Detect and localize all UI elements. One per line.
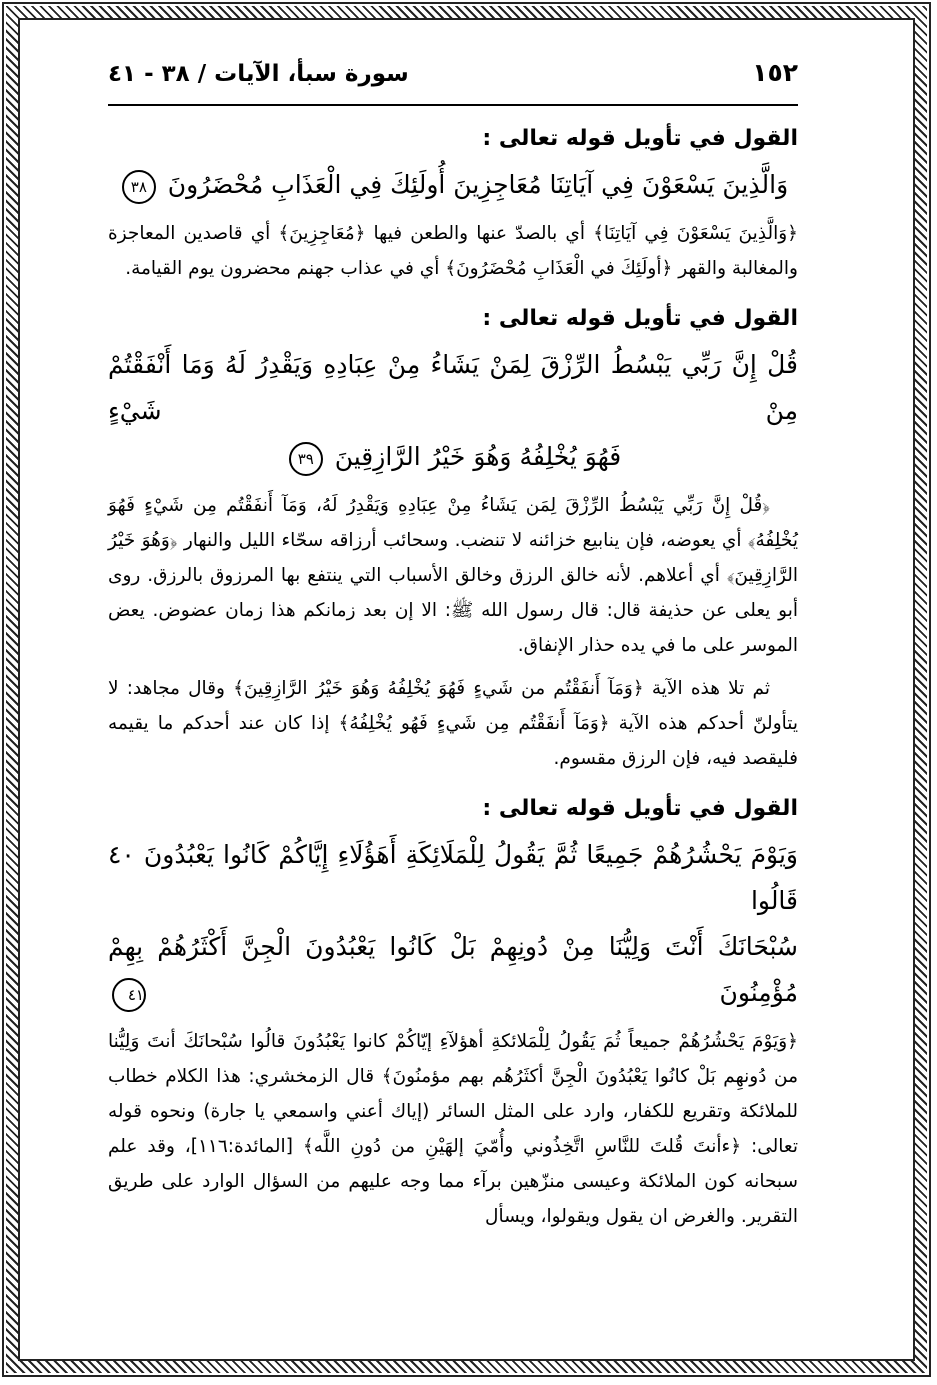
section xyxy=(108,122,798,286)
section-heading: القول في تأويل قوله تعالى : xyxy=(482,306,798,331)
verse-number-marker: ٣٩ xyxy=(289,442,323,476)
section-heading: القول في تأويل قوله تعالى : xyxy=(482,796,798,821)
surah-title: سورة سبأ، الآيات / ٣٨ - ٤١ xyxy=(108,61,409,87)
page-number: ١٥٢ xyxy=(752,58,798,87)
commentary-paragraph: ﴿وَيَوْمَ يَحْشُرُهُمْ جميعاً ثُمَ يَقُولُ لِلْمَلائكةِ أهؤلآءِ إيّاكُمْ كانوا يَعْبُدُونَ قالُوا سُبْحانَكَ أنتَ وَلِيُّنا من دُونهِم بَلْ كانُوا يَعْبُدُونَ الْجِنَّ أكثَرُهُم بهم مؤمنُونَ﴾ قال الزمخشري: هذا الكلام خطاب للملائكة وتقريع للكفار، وارد على المثل السائر (إياك أعني واسمعي يا جارة) ونحوه قوله تعالى: ﴿ءأنتَ قُلتَ للنَّاسِ اتَّخِذُوني وأُمّيَ إلهَيْنِ من دُونِ اللَّه﴾ [المائدة:١١٦]، وقد علم سبحانه كون الملائكة وعيسى منزّهين برآء مما وجه عليهم من السؤال الوارد على طريق التقرير. والغرض ان يقول ويقولوا، ويسأل xyxy=(108,1031,798,1227)
verse-line: وَالَّذِينَ يَسْعَوْنَ فِي آيَاتِنَا مُعَاجِزِينَ أُولَئِكَ فِي الْعَذَابِ مُحْضَرُونَ ٣٨ xyxy=(108,162,798,208)
page-header xyxy=(108,58,798,106)
verse-number-marker: ٤١ xyxy=(112,978,146,1012)
quran-verse xyxy=(108,162,798,208)
section xyxy=(108,302,798,776)
verse-number-marker: ٣٨ xyxy=(122,170,156,204)
section-heading: القول في تأويل قوله تعالى : xyxy=(482,126,798,151)
verse-line: قُلْ إِنَّ رَبِّي يَبْسُطُ الرِّزْقَ لِمَنْ يَشَاءُ مِنْ عِبَادِهِ وَيَقْدِرُ لَهُ وَمَا أَنْفَقْتُمْ مِنْ شَيْءٍ xyxy=(108,350,798,425)
commentary-paragraph: ثم تلا هذه الآية ﴿وَمَآ أَنفَقْتُم من شَيءٍ فَهُوَ يُخْلِفُهُ وَهُوَ خَيْرُ الرَّازِقِينَ﴾ وقال مجاهد: لا يتأولنّ أحدكم هذه الآية ﴿وَمَآ أَنفَقْتُم مِن شَيءٍ فَهُو يُخْلِفُهُ﴾ إذا كان عند أحدكم ما يقيمه فليقصد فيه، فإن الرزق مقسوم. xyxy=(108,678,798,769)
quran-verse xyxy=(108,342,798,480)
verse-line: وَيَوْمَ يَحْشُرُهُمْ جَمِيعًا ثُمَّ يَقُولُ لِلْمَلَائِكَةِ أَهَؤُلَاءِ إِيَّاكُمْ كَانُوا يَعْبُدُونَ ٤٠ قَالُوا xyxy=(108,840,798,915)
page-content xyxy=(108,58,798,1234)
commentary-paragraph: ﴿قُلْ إِنَّ رَبِّي يَبْسُطُ الرِّزْقَ لِمَن يَشَاءُ مِنْ عِبَادِهِ وَيَقْدِرُ لَهُ، وَمَآ أَنفَقْتُم مِن شَيْءٍ فَهُوَ يُخْلِفُهُ﴾ أي يعوضه، فإن ينابيع خزائنه لا تنضب. وسحائب أرزاقه سحّاء الليل والنهار ﴿وَهُوَ خَيْرُ الرَّازِقِينَ﴾ أي أعلاهم. لأنه خالق الرزق وخالق الأسباب التي ينتفع بها المرزوق بالرزق. روى أبو يعلى عن حذيفة قال: قال رسول الله ﷺ: الا إن بعد زمانكم هذا زمان عضوض. يعض الموسر على ما في يده حذار الإنفاق. xyxy=(108,495,798,656)
verse-line: فَهُوَ يُخْلِفُهُ وَهُوَ خَيْرُ الرَّازِقِينَ ٣٩ xyxy=(108,434,798,480)
section xyxy=(108,792,798,1234)
verse-line: سُبْحَانَكَ أَنْتَ وَلِيُّنَا مِنْ دُونِهِمْ بَلْ كَانُوا يَعْبُدُونَ الْجِنَّ أَكْثَرُهُمْ بِهِمْ مُؤْمِنُونَ ٤١ xyxy=(108,924,798,1016)
quran-verse xyxy=(108,832,798,1016)
commentary-paragraph: ﴿وَالَّذِينَ يَسْعَوْنَ فِي آيَاتِنَا﴾ أي بالصدّ عنها والطعن فيها ﴿مُعَاجِزِينَ﴾ أي قاصدين المعاجزة والمغالبة والقهر ﴿أولَئِكَ في الْعَذَابِ مُحْضَرُونَ﴾ أي في عذاب جهنم محضرون يوم القيامة. xyxy=(108,223,798,279)
